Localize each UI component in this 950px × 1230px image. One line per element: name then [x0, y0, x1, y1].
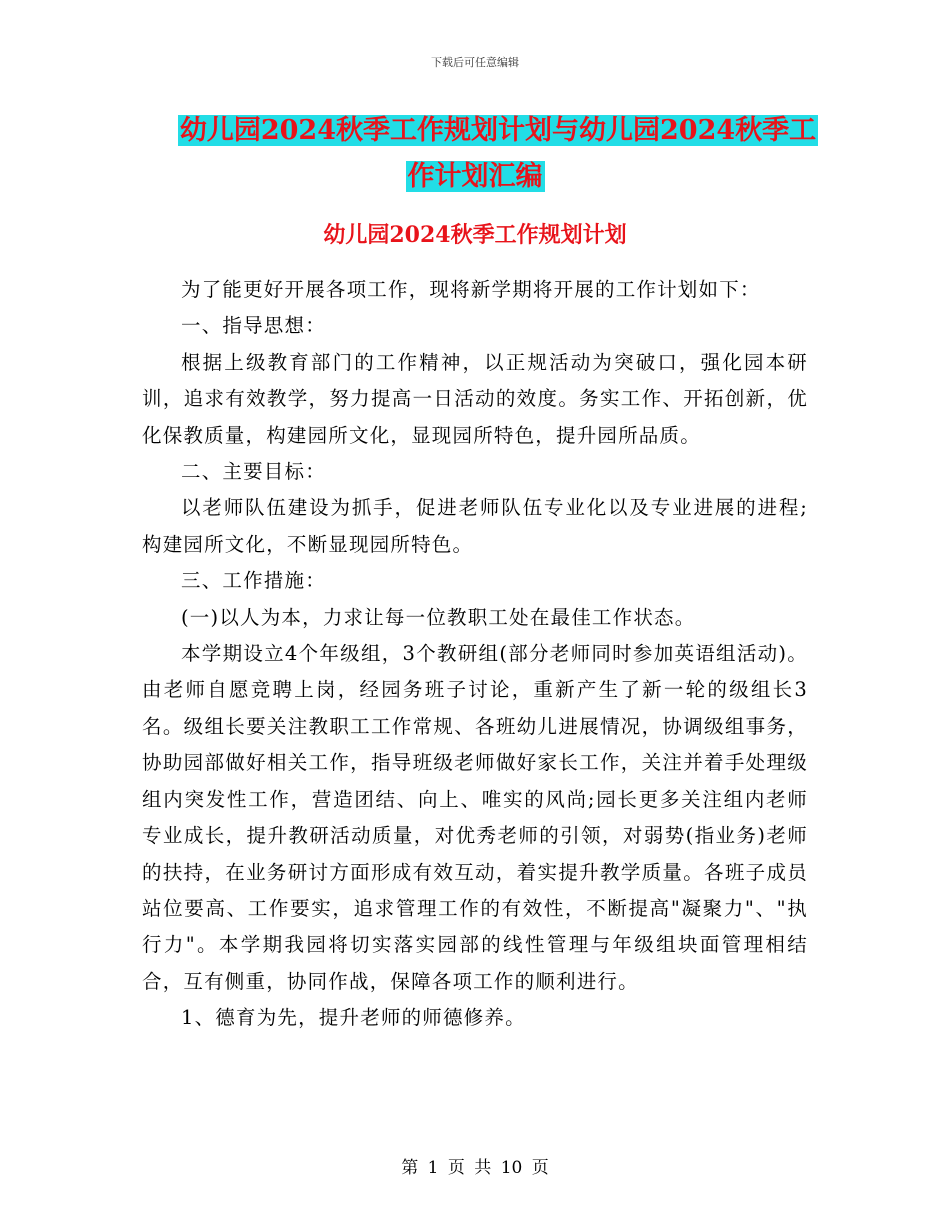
heading-main-goals: 二、主要目标： — [181, 460, 326, 484]
document-body — [142, 272, 808, 1037]
paragraph-guiding-thought: 根据上级教育部门的工作精神，以正规活动为突破口，强化园本研训，追求有效教学，努力提高一日活动的效度。务实工作、开拓创新，优化保教质量，构建园所文化，显现园所特色，提升园所品质。 — [142, 350, 808, 447]
document-title — [0, 108, 950, 200]
document-title-line-1-text: 幼儿园2024秋季工作规划计划与幼儿园2024秋季工 — [179, 115, 817, 146]
page-footer: 第 1 页 共 10 页 — [401, 1158, 549, 1178]
document-title-line-2 — [0, 154, 950, 200]
subheading-people-first: (一)以人为本，力求让每一位教职工处在最佳工作状态。 — [181, 605, 696, 629]
section-title: 幼儿园2024秋季工作规划计划 — [323, 222, 627, 248]
paragraph-people-first: 本学期设立4个年级组，3个教研组(部分老师同时参加英语组活动)。由老师自愿竞聘上岗，经园务班子讨论，重新产生了新一轮的级组长3名。级组长要关注教职工工作常规、各班幼儿进展情况，协调级组事务，协助园部做好相关工作，指导班级老师做好家长工作，关注并着手处理级组内突发性工作，营造团结、向上、唯实的风尚;园长更多关注组内老师专业成长，提升教研活动质量，对优秀老师的引领，对弱势(指业务)老师的扶持，在业务研讨方面形成有效互动，着实提升教学质量。各班子成员站位要高、工作要实，追求管理工作的有效性，不断提高"凝聚力"、"执行力"。本学期我园将切实落实园部的线性管理与年级组块面管理相结合，互有侧重，协同作战，保障各项工作的顺利进行。 — [142, 642, 808, 993]
paragraph-main-goals: 以老师队伍建设为抓手，促进老师队伍专业化以及专业进展的进程;构建园所文化，不断显现园所特色。 — [142, 496, 808, 556]
header-note: 下载后可任意编辑 — [431, 56, 519, 69]
document-title-line-2-text: 作计划汇编 — [407, 161, 543, 192]
heading-work-measures: 三、工作措施： — [181, 569, 326, 593]
paragraph-intro: 为了能更好开展各项工作，现将新学期将开展的工作计划如下： — [181, 278, 761, 301]
subheading-moral-education: 1、德育为先，提升老师的师德修养。 — [181, 1006, 526, 1030]
heading-guiding-thought: 一、指导思想： — [181, 314, 326, 338]
document-title-line-1 — [0, 108, 950, 154]
